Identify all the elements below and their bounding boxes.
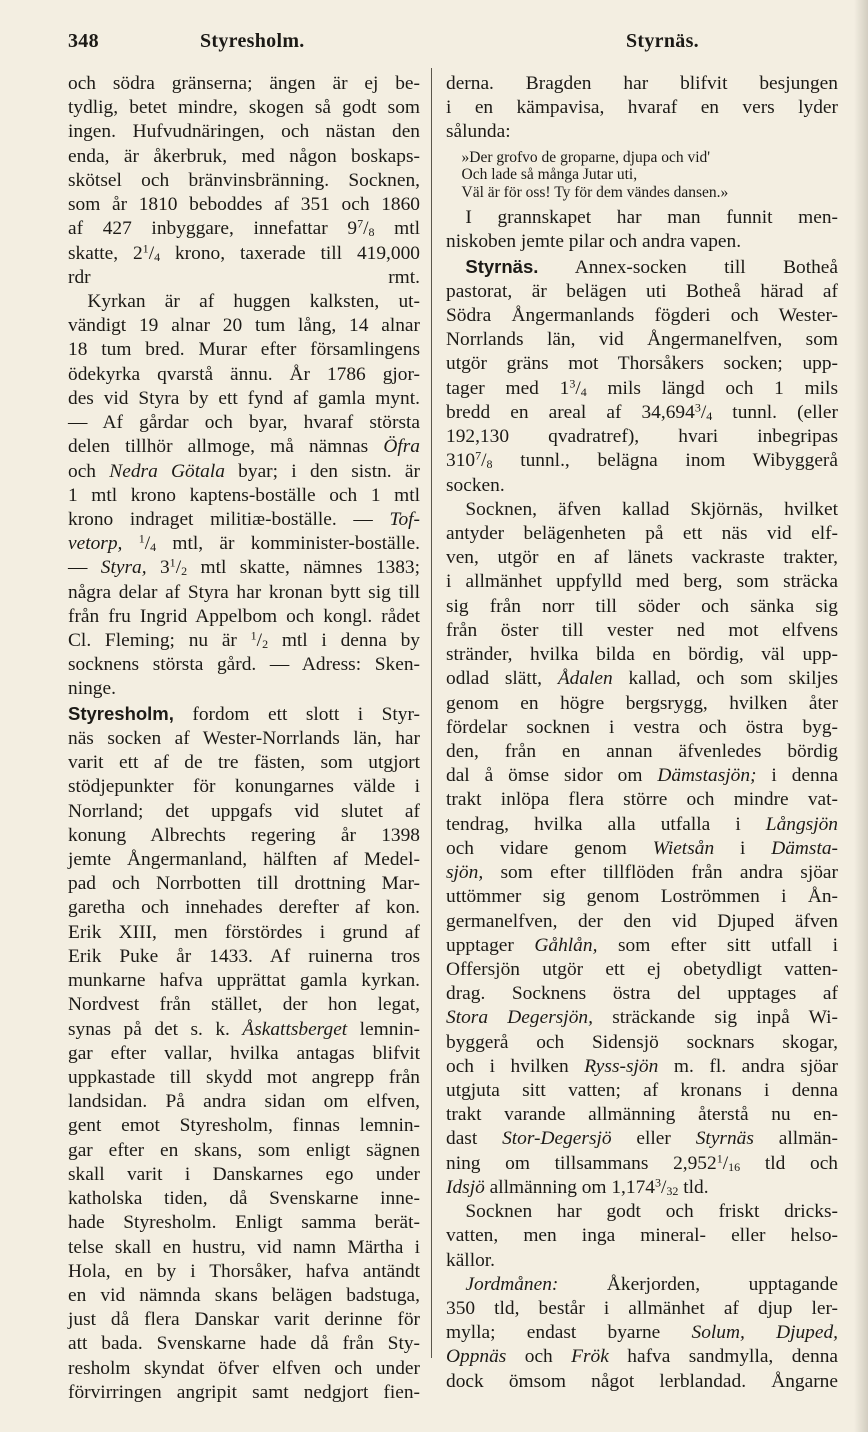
text-line: Erik XIII, men förstördes i grund af xyxy=(68,921,420,943)
text-line: bredd en areal af $34,694^3/_4$ tunnl. (eller xyxy=(446,400,838,423)
text-line: trakt varande allmänning återstå nu en- xyxy=(446,1104,838,1126)
text-line: jemte Ångermanland, hälften af Medel- xyxy=(68,849,420,870)
text-line: den, från en annan äfvenledes bördig xyxy=(446,740,838,762)
text-line: Norrland; det uppgafs vid slutet af xyxy=(68,800,420,822)
text-line: och södra gränserna; ängen är ej be- xyxy=(68,73,420,94)
text-line: dal å ömse sidor om Dämstasjön; i denna xyxy=(446,765,838,787)
text-line: germanelfven, der den vid Djuped äfven xyxy=(446,910,838,932)
text-line: ning om tillsammans $2,952^1/_{16}$ tld och xyxy=(446,1151,838,1174)
left-text-column xyxy=(68,72,420,1405)
text-line: ninge. xyxy=(68,678,116,700)
text-line: gar efter en skans, som enligt sägnen xyxy=(68,1139,420,1161)
text-line: niskoben jemte pilar och andra vapen. xyxy=(446,231,742,253)
text-line: I grannskapet har man funnit men- xyxy=(446,207,838,229)
text-line: vetorp, $^1/_4$ mtl, är komminister-boställe. xyxy=(68,531,420,555)
text-line: Södra Ångermanlands fögderi och Wester- xyxy=(446,305,838,327)
text-line: fördelar socknen i vestra och östra byg- xyxy=(446,716,838,738)
text-line: drag. Socknens östra del upptages af xyxy=(446,983,838,1005)
text-line: i allmänhet uppfylld med berg, som sträcka xyxy=(446,571,838,593)
text-line: Norrlands län, vid Ångermanelfven, som xyxy=(446,329,838,351)
page-number: 348 xyxy=(68,30,99,52)
text-line: Nordvest från stället, der hon legat, xyxy=(68,994,420,1016)
text-line: Hola, en by i Thorsåker, hafva antändt xyxy=(68,1260,420,1282)
text-line: »Der grofvo de groparne, djupa och vid' xyxy=(446,148,711,166)
text-line: varit ett af de tre fästen, som utgjort xyxy=(68,752,420,774)
text-line: och Nedra Götala byar; i den sistn. är xyxy=(68,460,420,482)
text-line: des vid Styra by ett fynd af gamla mynt. xyxy=(68,387,420,409)
text-line: utgör gräns mot Thorsåkers socken; upp- xyxy=(446,353,838,375)
text-line: sjön, som efter tillflöden från andra sjöar xyxy=(446,862,838,884)
text-line: som år 1810 beboddes af 351 och 1860 xyxy=(68,194,420,216)
text-line: byggerå och Sidensjö socknars skogar, xyxy=(446,1031,838,1053)
text-line: telse skall en hustru, vid namn Märtha i xyxy=(68,1236,420,1258)
text-line: rdr rmt. xyxy=(68,266,420,288)
text-line: socken. xyxy=(446,474,505,496)
text-line: från öster till vester ned mot elfvens xyxy=(446,619,838,641)
text-line: gar efter vallar, hvilka antagas blifvit xyxy=(68,1042,420,1064)
text-line: Socknen, äfven kallad Skjörnäs, hvilket xyxy=(446,498,838,520)
text-line: uttömmer sig genom Loströmmen i Ån- xyxy=(446,886,838,908)
text-line: Erik Puke år 1433. Af ruinerna tros xyxy=(68,945,420,967)
text-line: Oppnäs och Frök hafva sandmylla, denna xyxy=(446,1346,838,1368)
text-line: landsidan. På andra sidan om elfven, xyxy=(68,1091,420,1113)
text-line: tydlig, betet mindre, skogen så godt som xyxy=(68,97,420,119)
text-line: munkarne hafva upprättat gamla kyrkan. xyxy=(68,970,420,992)
text-line: konung Albrechts regering år 1398 xyxy=(68,824,420,846)
text-line: odlad slätt, Ådalen kallad, och som skiljes xyxy=(446,668,838,690)
text-line: några delar af Styra har kronan bytt sig till xyxy=(68,581,420,603)
text-line: skatte, $2^1/_4$ krono, taxerade till 419,000 xyxy=(68,240,420,264)
text-line: en vid nämnda skans belägen badstuga, xyxy=(68,1284,420,1306)
text-line: delen tillhör allmoge, må nämnas Öfra xyxy=(68,436,420,458)
text-line: pad och Norrbotten till drottning Mar- xyxy=(68,873,420,895)
text-line: just då flera Danskar varit derinne för xyxy=(68,1309,420,1331)
text-line: skötsel och bränvinsbränning. Socknen, xyxy=(68,169,420,191)
text-line: Cl. Fleming; nu är $^1/_2$ mtl i denna by xyxy=(68,628,421,652)
text-line: i en kämpavisa, hvaraf en vers lyder xyxy=(446,97,838,119)
text-line: vatten, men inga mineral- eller helso- xyxy=(446,1225,838,1247)
text-line: utgjuta sitt vatten; af kronans i denna xyxy=(446,1080,838,1102)
text-line: tager med $1^3/_4$ mils längd och 1 mils xyxy=(446,376,838,399)
text-line: — Af gårdar och byar, hvaraf största xyxy=(68,412,420,434)
text-line: derna. Bragden har blifvit besjungen xyxy=(446,73,838,94)
text-line: resholm skyndat öfver elfven och under xyxy=(68,1357,420,1379)
right-text-column xyxy=(446,72,838,1394)
text-line: ingen. Hufvudnäringen, och nästan den xyxy=(68,121,420,143)
text-line: dock ömsom något lerblandad. Ångarne xyxy=(446,1370,838,1392)
text-line: stränder, hvilka bilda en bördig, väl upp- xyxy=(446,644,838,666)
text-line: antyder belägenheten på ett näs vid elf- xyxy=(446,523,838,544)
text-line: af 427 inbyggare, innefattar $9^7/_8$ mtl xyxy=(68,216,420,240)
left-running-title: Styresholm. xyxy=(200,30,305,52)
text-line: skall varit i Danskarnes ego under xyxy=(68,1163,420,1185)
text-line: garetha och innehades derefter af kon. xyxy=(68,897,420,919)
column-divider xyxy=(431,68,432,1358)
text-line: 192,130 qvadratref), hvari inbegripas xyxy=(446,426,838,448)
text-line: tendrag, hvilka alla utfalla i Långsjön xyxy=(446,813,838,835)
text-line: socknens största gård. — Adress: Sken- xyxy=(68,654,420,676)
text-line: trakt inlöpa flera större och mindre vat- xyxy=(446,789,838,811)
text-line: Jordmånen: Åkerjorden, upptagande xyxy=(465,1273,838,1295)
text-line: förvirringen angripit samt nedgjort fien- xyxy=(68,1381,420,1403)
text-line: Idsjö allmänning om $1,174^3/_{32}$ tld. xyxy=(446,1175,709,1198)
text-line: ödekyrka qvarstå ännu. År 1786 gjor- xyxy=(68,363,420,385)
running-header xyxy=(0,30,868,60)
text-line: ven, utgör en af länets vackraste trakter, xyxy=(446,547,838,569)
text-line: mylla; endast byarne Solum, Djuped, xyxy=(446,1322,838,1344)
text-line: krono indraget militiæ-boställe. — Tof- xyxy=(68,508,420,530)
text-line: Kyrkan är af huggen kalksten, ut- xyxy=(68,290,420,312)
text-line: sålunda: xyxy=(446,121,511,143)
text-line: och vidare genom Wietsån i Dämsta- xyxy=(446,837,838,859)
page-edge-shadow xyxy=(854,0,868,1432)
text-line: vändigt 19 alnar 20 tum lång, 14 alnar xyxy=(68,315,420,337)
text-line: 1 mtl krono kaptens-boställe och 1 mtl xyxy=(68,484,420,506)
text-line: att bada. Svenskarne hade då från Sty- xyxy=(68,1333,420,1355)
text-line: källor. xyxy=(446,1249,496,1271)
text-line: sig från norr till söder och sänka sig xyxy=(446,595,838,617)
text-line: gent emot Styresholm, finnas lemnin- xyxy=(68,1115,420,1137)
text-line: Styresholm, fordom ett slott i Styr- xyxy=(68,702,420,725)
text-line: Stora Degersjön, sträckande sig inpå Wi- xyxy=(446,1007,839,1029)
text-line: $310^7/_8$ tunnl., belägna inom Wibyggerå xyxy=(446,448,838,472)
text-line: Styrnäs. Annex-socken till Botheå xyxy=(465,255,838,278)
text-line: stödjepunkter för konungarnes välde i xyxy=(68,776,420,798)
text-line: — Styra, $3^1/_2$ mtl skatte, nämnes 1383; xyxy=(68,555,420,579)
text-line: från fru Ingrid Appelbom och kongl. rådet xyxy=(68,605,420,627)
text-line: Väl är för oss! Ty för dem vändes dansen.» xyxy=(446,183,729,201)
text-line: katholska tiden, då Svenskarne inne- xyxy=(68,1188,420,1210)
text-line: hade Styresholm. Enligt samma berät- xyxy=(68,1212,420,1234)
text-line: Och lade så många Jutar uti, xyxy=(446,166,638,184)
text-line: genom en högre bergsrygg, hvilken åter xyxy=(446,692,838,714)
right-running-title: Styrnäs. xyxy=(626,30,699,52)
text-line: Offersjön utgör ett ej obetydligt vatten- xyxy=(446,958,838,980)
text-line: enda, är åkerbruk, med någon boskaps- xyxy=(68,145,420,167)
text-line: dast Stor-Degersjö eller Styrnäs allmän- xyxy=(446,1128,838,1150)
text-line: näs socken af Wester-Norrlands län, har xyxy=(68,727,420,749)
text-line: uppkastade till skydd mot angrepp från xyxy=(68,1066,420,1088)
text-line: 350 tld, består i allmänhet af djup ler- xyxy=(446,1298,838,1319)
text-line: upptager Gåhlån, som efter sitt utfall i xyxy=(446,934,839,956)
text-line: och i hvilken Ryss-sjön m. fl. andra sjöar xyxy=(446,1055,838,1077)
text-line: synas på det s. k. Åskattsberget lemnin- xyxy=(68,1018,420,1040)
text-line: Socknen har godt och friskt dricks- xyxy=(446,1201,838,1223)
text-line: pastorat, är belägen uti Botheå härad af xyxy=(446,280,838,302)
text-line: 18 tum bred. Murar efter församlingens xyxy=(68,339,420,361)
